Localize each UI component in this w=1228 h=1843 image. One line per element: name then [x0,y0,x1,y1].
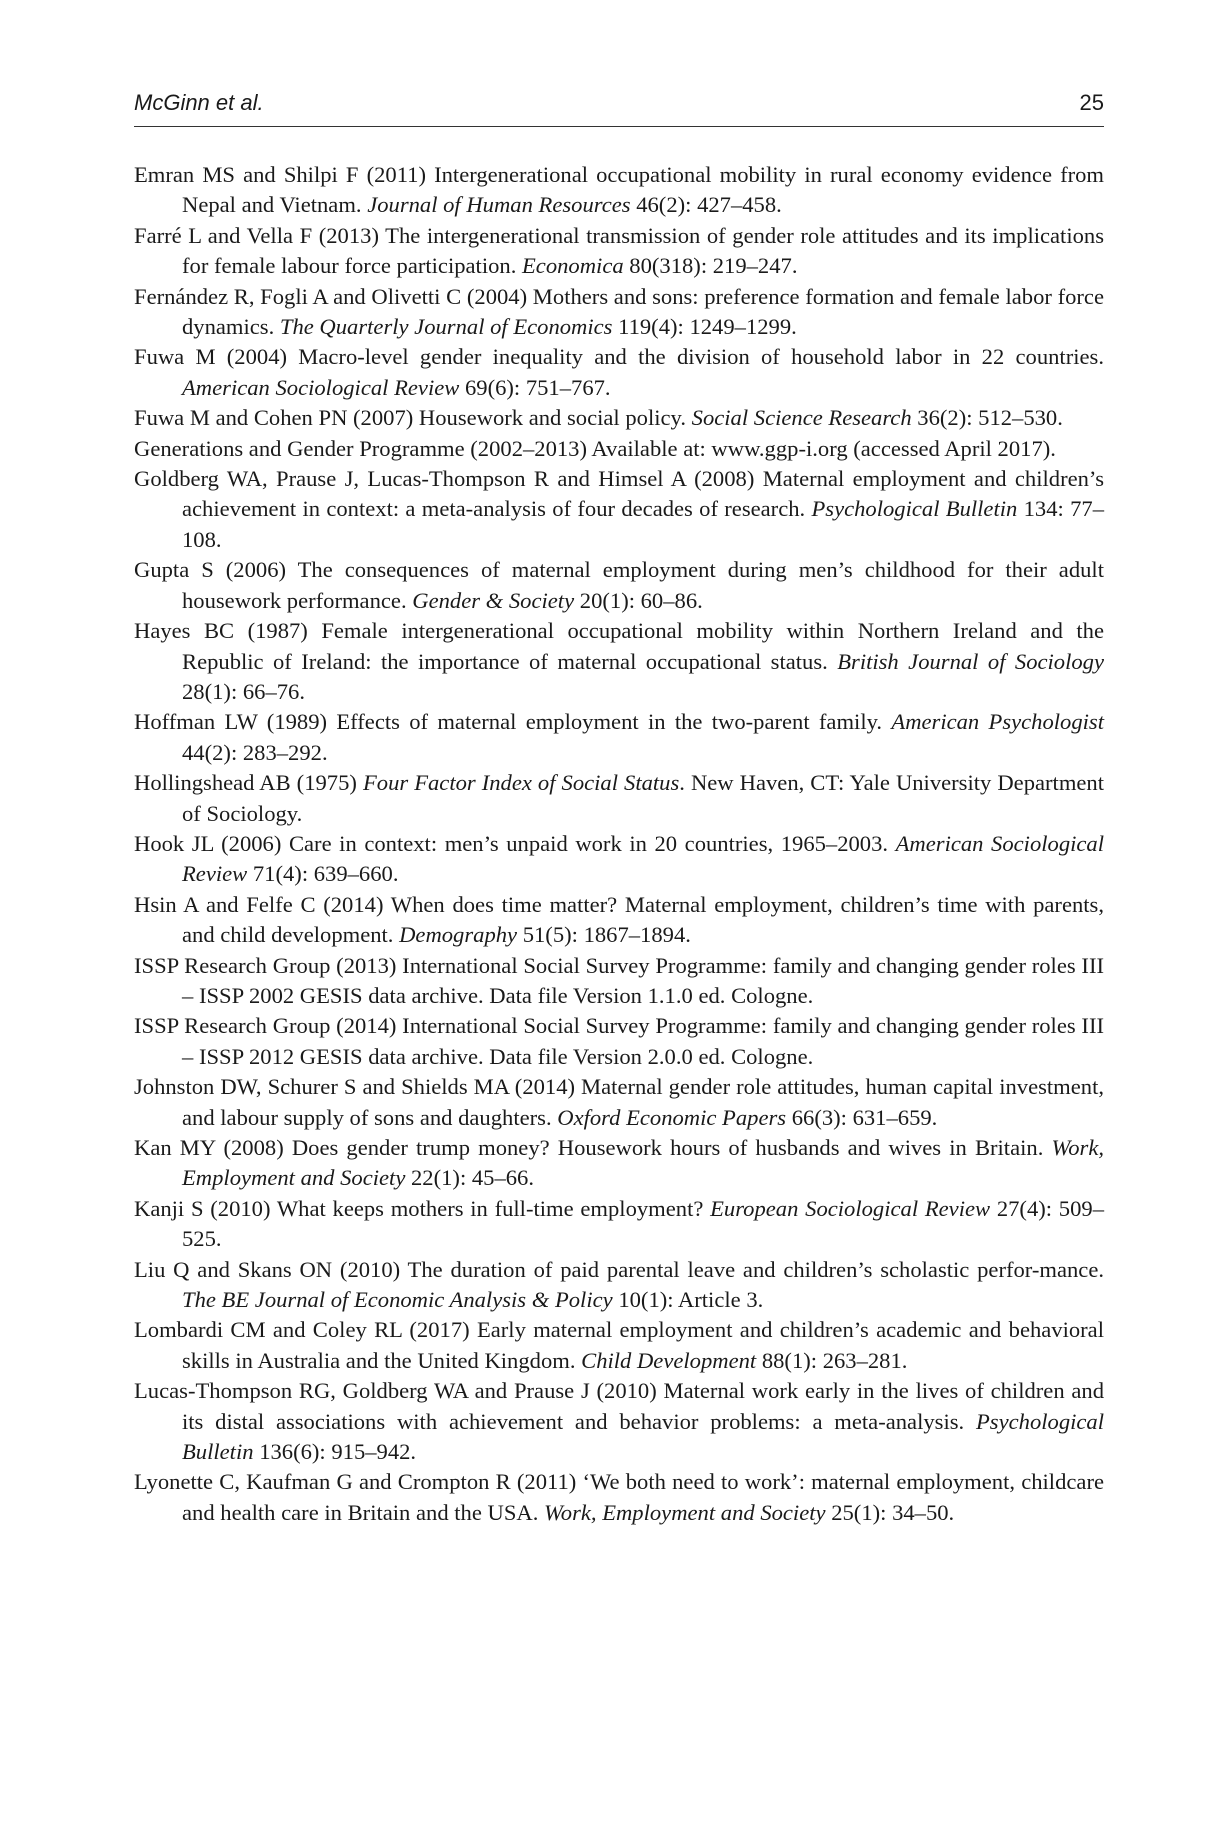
reference-entry: Fuwa M and Cohen PN (2007) Housework and social policy. Social Science Research 36(2): 512–530. [134,405,1063,431]
reference-entry: Hayes BC (1987) Female intergenerational occupational mobility within Northern Ireland and the Republic of Ireland: the importance of maternal occupational status. British Journal of Sociology 28(1): 66–76. [134,618,1105,704]
reference-entry: Kanji S (2010) What keeps mothers in full-time employment? European Sociological Review 27(4): 509–525. [134,1195,1104,1252]
reference-entry: Hollingshead AB (1975) Four Factor Index of Social Status. New Haven, CT: Yale University Department of Sociology. [134,770,1105,826]
reference-entry: Goldberg WA, Prause J, Lucas-Thompson R and Himsel A (2008) Maternal employment and children’s achievement in context: a meta-analysis of four decades of research. Psychological Bulletin 134: 77–108. [134,466,1104,552]
reference-entry: Hsin A and Felfe C (2014) When does time matter? Maternal employment, children’s time with parents, and child development. Demography 51(5): 1867–1894. [134,891,1104,948]
reference-entry: Kan MY (2008) Does gender trump money? Housework hours of husbands and wives in Britain. Work, Employment and Society 22(1): 45–66. [134,1135,1104,1191]
reference-entry: Emran MS and Shilpi F (2011) Intergenerational occupational mobility in rural economy evidence from Nepal and Vietnam. Journal of Human Resources 46(2): 427–458. [134,162,1104,218]
reference-entry: Johnston DW, Schurer S and Shields MA (2014) Maternal gender role attitudes, human capital investment, and labour supply of sons and daughters. Oxford Economic Papers 66(3): 631–659. [134,1074,1104,1130]
reference-entry: Farré L and Vella F (2013) The intergenerational transmission of gender role attitudes and its implications for female labour force participation. Economica 80(318): 219–247. [134,222,1104,279]
reference-entry: ISSP Research Group (2013) International Social Survey Programme: family and changing gender roles III – ISSP 2002 GESIS data archive. Data file Version 1.1.0 ed. Cologne. [134,952,1104,1008]
reference-list [134,160,1104,1528]
reference-entry: Hoffman LW (1989) Effects of maternal employment in the two-parent family. American Psychologist 44(2): 283–292. [134,709,1104,765]
reference-entry: Hook JL (2006) Care in context: men’s unpaid work in 20 countries, 1965–2003. American Sociological Review 71(4): 639–660. [134,830,1104,887]
reference-entry: Lombardi CM and Coley RL (2017) Early maternal employment and children’s academic and behavioral skills in Australia and the United Kingdom. Child Development 88(1): 263–281. [134,1317,1104,1373]
reference-entry: Gupta S (2006) The consequences of maternal employment during men’s childhood for their adult housework performance. Gender & Society 20(1): 60–86. [134,557,1104,613]
reference-entry: Lucas-Thompson RG, Goldberg WA and Prause J (2010) Maternal work early in the lives of children and its distal associations with achievement and behavior problems: a meta-analysis. Psychological Bulletin 136(6): 915–942. [134,1378,1104,1465]
reference-entry: Fernández R, Fogli A and Olivetti C (2004) Mothers and sons: preference formation and female labor force dynamics. The Quarterly Journal of Economics 119(4): 1249–1299. [134,283,1104,340]
running-header [134,88,1104,127]
reference-entry: Liu Q and Skans ON (2010) The duration of paid parental leave and children’s scholastic perfor-mance. The BE Journal of Economic Analysis & Policy 10(1): Article 3. [134,1256,1104,1313]
reference-entry: Lyonette C, Kaufman G and Crompton R (2011) ‘We both need to work’: maternal employment, childcare and health care in Britain and the USA. Work, Employment and Society 25(1): 34–50. [134,1469,1104,1525]
running-head-authors: McGinn et al. [134,90,264,115]
reference-entry: Fuwa M (2004) Macro-level gender inequality and the division of household labor in 22 countries. American Sociological Review 69(6): 751–767. [134,344,1104,400]
reference-entry: Generations and Gender Programme (2002–2013) Available at: www.ggp-i.org (accessed April 2017). [134,435,1056,461]
reference-entry: ISSP Research Group (2014) International Social Survey Programme: family and changing gender roles III – ISSP 2012 GESIS data archive. Data file Version 2.0.0 ed. Cologne. [134,1013,1104,1069]
page-number: 25 [1079,90,1104,115]
